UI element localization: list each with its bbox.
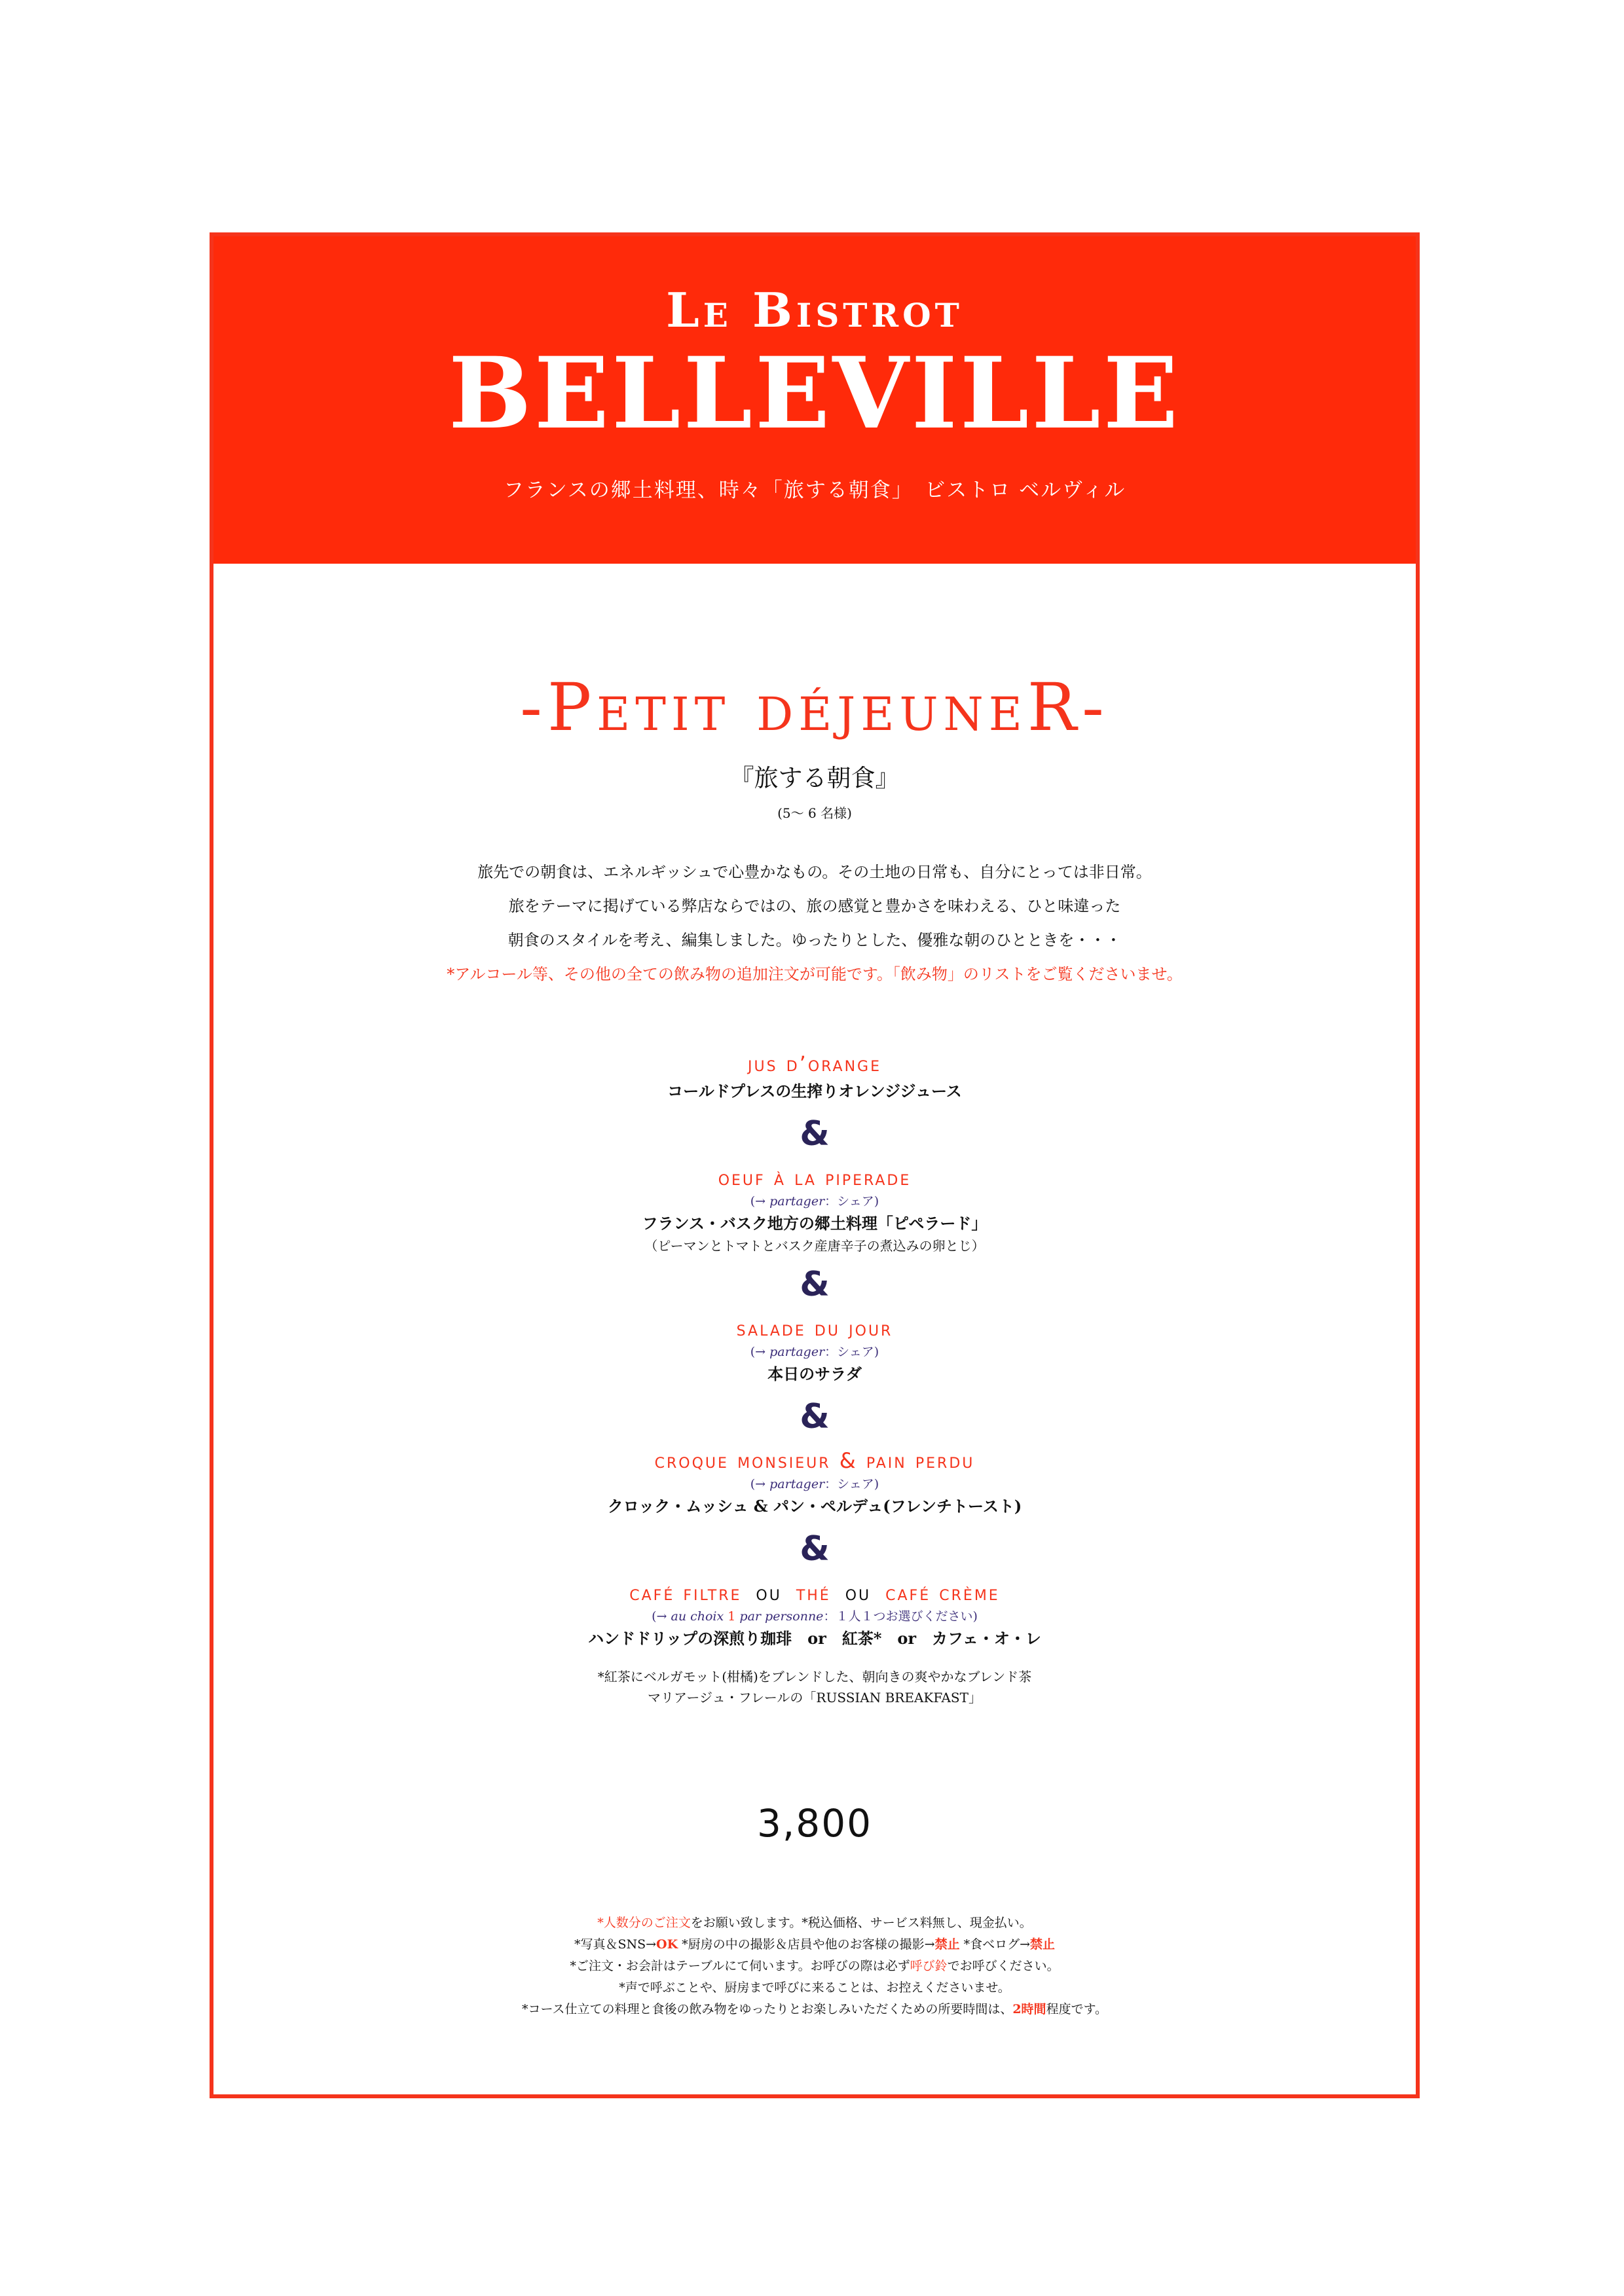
item-name-fr: oeuf à la piperade: [718, 1165, 912, 1190]
drinks-note: *アルコール等、その他の全ての飲み物の追加注文が可能です。「飲み物」のリストをご覧くださいませ。: [447, 965, 1183, 983]
share-note: (→ partager：シェア): [750, 1194, 879, 1209]
share-note: (→ partager：シェア): [750, 1477, 879, 1491]
item-description: （ピーマンとトマトとバスク産唐辛子の煮込みの卵とじ）: [644, 1238, 985, 1254]
menu-item: [213, 1049, 1416, 1104]
intro-line: 朝食のスタイルを考え、編集しました。ゆったりとした、優雅な朝のひとときを・・・: [507, 931, 1122, 949]
footer-line: *ご注文・お会計はテーブルにて伺います。お呼びの際は必ず呼び鈴でお呼びください。: [570, 1959, 1060, 1973]
footer-notes: [213, 1912, 1416, 2020]
or-word: ou: [845, 1580, 872, 1605]
price: 3,800: [756, 1801, 873, 1846]
menu-item: [213, 1163, 1416, 1255]
footer-line: *コース仕立ての料理と食後の飲み物をゆったりとお楽しみいただくための所要時間は、2時間程度です。: [521, 2002, 1108, 2016]
intro-text: [213, 855, 1416, 991]
item-name-jp: 本日のサラダ: [767, 1364, 862, 1383]
restaurant-name: BELLEVILLE: [448, 336, 1181, 451]
share-note: (→ partager：シェア): [750, 1345, 879, 1359]
choice-note: (→ au choix 1 par personne：１人１つお選びください): [652, 1609, 978, 1624]
section-title: -Petit déjeuneR-: [520, 669, 1109, 746]
item-name-jp: フランス・バスク地方の郷土料理「ピペラード」: [642, 1214, 987, 1233]
drink-option-1: café filtre: [629, 1580, 742, 1605]
drink-option-2: thé: [796, 1580, 831, 1605]
party-size-caption: (5～ 6 名様): [777, 805, 852, 821]
ampersand-divider: &: [800, 1265, 830, 1304]
menu-card: [210, 232, 1420, 2098]
item-name-fr: jus d’orange: [747, 1051, 881, 1076]
ampersand-divider: &: [800, 1114, 830, 1154]
drink-item: [213, 1578, 1416, 1708]
drink-option-3: café crème: [885, 1580, 1000, 1605]
intro-line: 旅先での朝食は、エネルギッシュで心豊かなもの。その土地の日常も、自分にとっては非日常。: [477, 863, 1152, 881]
ampersand-divider: &: [800, 1529, 830, 1569]
header-banner: [213, 236, 1416, 564]
tea-note: *紅茶にベルガモット(柑橘)をブレンドした、朝向きの爽やかなブレンド茶 マリアージュ・フレールの「RUSSIAN BREAKFAST」: [597, 1669, 1032, 1705]
item-name-fr: salade du jour: [736, 1316, 893, 1341]
footer-line: *声で呼ぶことや、厨房まで呼びに来ることは、お控えくださいませ。: [619, 1980, 1010, 1995]
or-word: ou: [756, 1580, 782, 1605]
item-name-jp: コールドプレスの生搾りオレンジジュース: [667, 1082, 962, 1101]
drink-options-jp: ハンドドリップの深煎り珈琲 or 紅茶* or カフェ・オ・レ: [588, 1629, 1041, 1648]
item-name-fr: croque monsieur & pain perdu: [654, 1448, 975, 1473]
intro-line: 旅をテーマに掲げている弊店ならではの、旅の感覚と豊かさを味わえる、ひと味違った: [508, 897, 1121, 915]
menu-item: [213, 1314, 1416, 1387]
ampersand-divider: &: [800, 1397, 830, 1436]
restaurant-subtitle: Le Bistrot: [666, 282, 963, 338]
item-name-jp: クロック・ムッシュ & パン・ペルデュ(フレンチトースト): [607, 1497, 1022, 1516]
drink-options: [213, 1578, 1416, 1607]
restaurant-tagline: フランスの郷土料理、時々「旅する朝食」 ビストロ ベルヴィル: [503, 479, 1126, 502]
footer-line: *写真＆SNS→OK *厨房の中の撮影＆店員や他のお客様の撮影→禁止 *食べログ→禁止: [574, 1937, 1056, 1952]
footer-line: *人数分のご注文をお願い致します。*税込価格、サービス料無し、現金払い。: [597, 1916, 1032, 1930]
menu-item: [213, 1446, 1416, 1520]
menu-list: [213, 1049, 1416, 1708]
section-subtitle-jp: 『旅する朝食』: [729, 764, 900, 792]
